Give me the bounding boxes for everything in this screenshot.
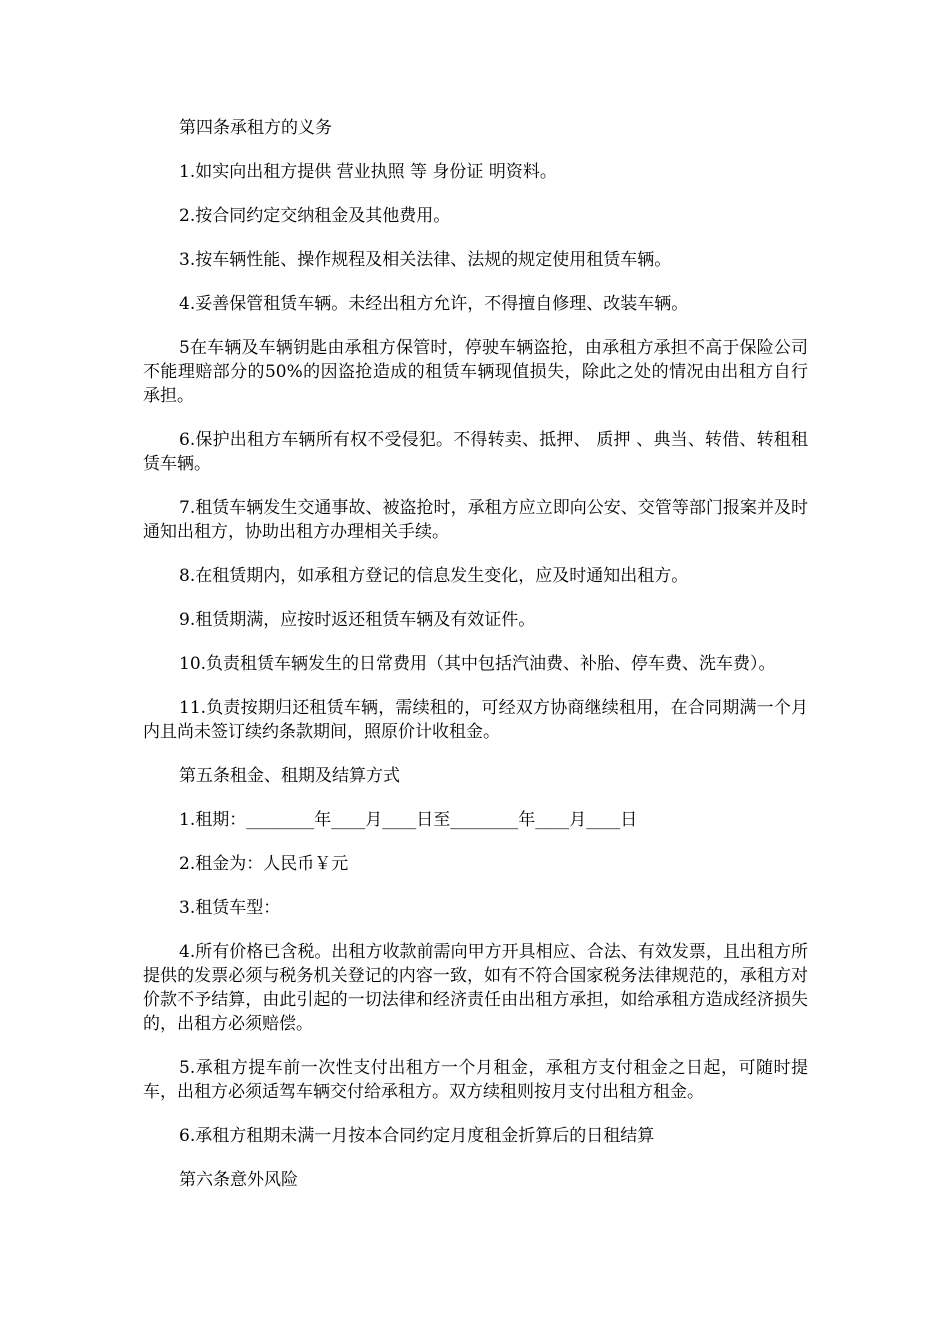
section-heading-article-6: 第六条意外风险 [179, 1170, 298, 1190]
paragraph-4-6: 6.保护出租方车辆所有权不受侵犯。不得转卖、抵押、 质押 、典当、转借、转租租赁车辆。 [143, 430, 808, 474]
document-body [143, 116, 808, 1212]
paragraph-4-5: 5在车辆及车辆钥匙由承租方保管时，停驶车辆盗抢，由承租方承担不高于保险公司不能理赔部分的50%的因盗抢造成的租赁车辆现值损失，除此之处的情况由出租方自行承担。 [143, 338, 808, 406]
paragraph-5-2: 2.租金为：人民币￥元 [179, 854, 349, 874]
paragraph-4-7: 7.租赁车辆发生交通事故、被盗抢时，承租方应立即向公安、交管等部门报案并及时通知出租方，协助出租方办理相关手续。 [143, 498, 808, 542]
paragraph-4-1: 1.如实向出租方提供 营业执照 等 身份证 明资料。 [179, 162, 557, 182]
paragraph-5-5: 5.承租方提车前一次性支付出租方一个月租金，承租方支付租金之日起，可随时提车，出租方必须适驾车辆交付给承租方。双方续租则按月支付出租方租金。 [143, 1058, 808, 1102]
section-heading-article-5: 第五条租金、租期及结算方式 [179, 766, 400, 786]
paragraph-4-2: 2.按合同约定交纳租金及其他费用。 [179, 206, 451, 226]
paragraph-5-3: 3.租赁车型： [179, 898, 281, 918]
paragraph-4-3: 3.按车辆性能、操作规程及相关法律、法规的规定使用租赁车辆。 [179, 250, 672, 270]
paragraph-4-10: 10.负责租赁车辆发生的日常费用（其中包括汽油费、补胎、停车费、洗车费）。 [179, 654, 776, 674]
section-heading-article-4: 第四条承租方的义务 [179, 118, 332, 138]
paragraph-4-8: 8.在租赁期内，如承租方登记的信息发生变化，应及时通知出租方。 [179, 566, 689, 586]
paragraph-4-9: 9.租赁期满，应按时返还租赁车辆及有效证件。 [179, 610, 536, 630]
paragraph-5-4: 4.所有价格已含税。出租方收款前需向甲方开具相应、合法、有效发票，且出租方所提供的发票必须与税务机关登记的内容一致，如有不符合国家税务法律规范的，承租方对价款不予结算，由此引起的一切法律和经济责任由出租方承担，如给承租方造成经济损失的，出租方必须赔偿。 [143, 942, 808, 1034]
paragraph-4-11: 11.负责按期归还租赁车辆，需续租的，可经双方协商继续租用，在合同期满一个月内且尚未签订续约条款期间，照原价计收租金。 [143, 698, 808, 742]
paragraph-4-4: 4.妥善保管租赁车辆。未经出租方允许，不得擅自修理、改装车辆。 [179, 294, 689, 314]
paragraph-5-1: 1.租期：________年____月____日至________年____月____日 [179, 810, 638, 830]
paragraph-5-6: 6.承租方租期未满一月按本合同约定月度租金折算后的日租结算 [179, 1126, 655, 1146]
